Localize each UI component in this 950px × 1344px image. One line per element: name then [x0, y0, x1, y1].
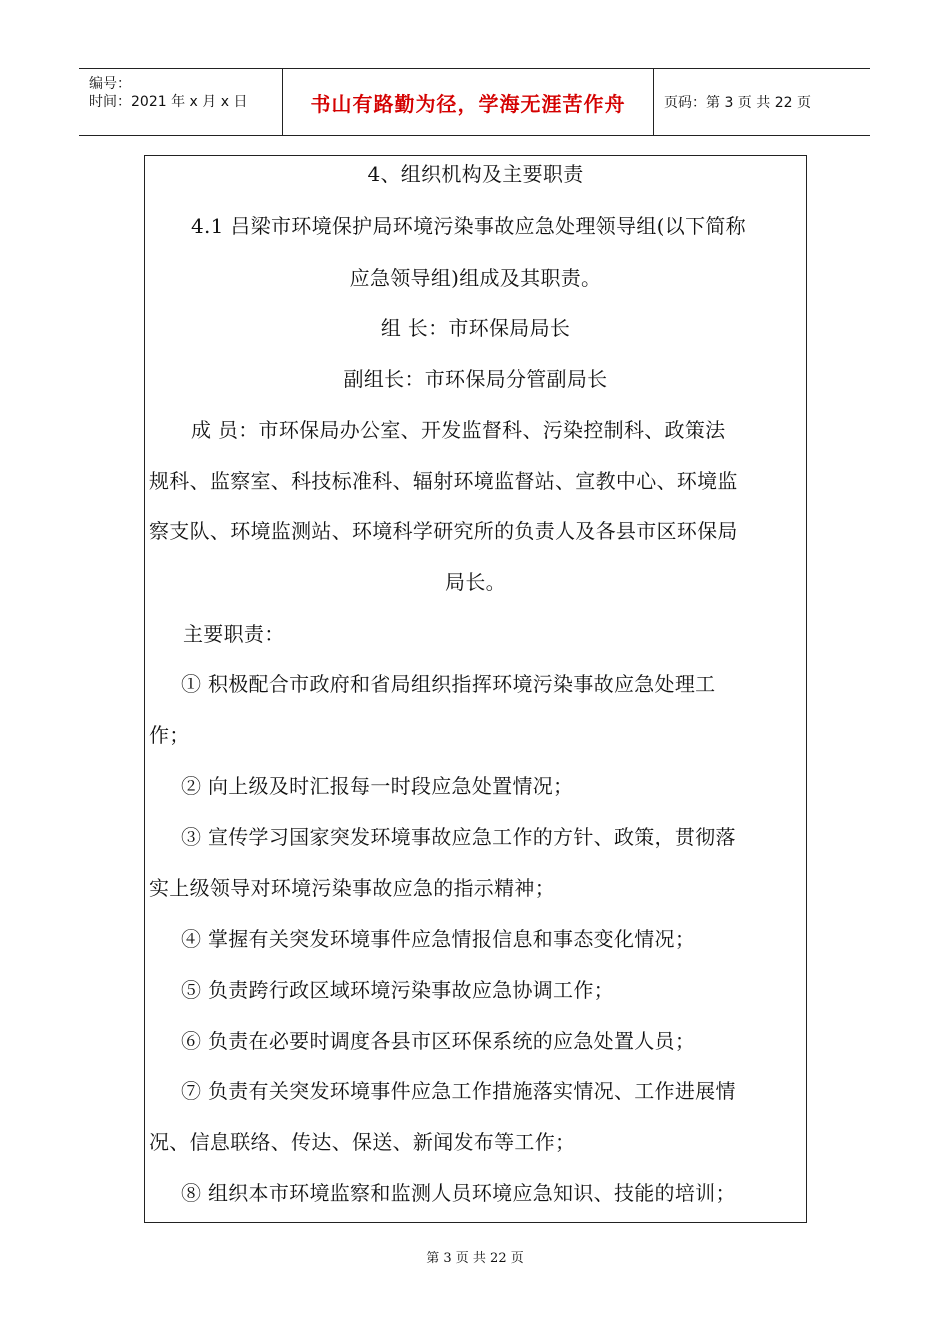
- duty-6: ⑥ 负责在必要时调度各县市区环保系统的应急处置人员；: [181, 1029, 696, 1053]
- duty-1-line1: ① 积极配合市政府和省局组织指挥环境污染事故应急处理工: [181, 672, 716, 696]
- members-line1: 成 员：市环保局办公室、开发监督科、污染控制科、政策法: [191, 418, 726, 442]
- section-heading: 4、组织机构及主要职责: [367, 162, 584, 186]
- members-line4: 局长。: [445, 570, 506, 594]
- page-footer: 第 3 页 共 22 页: [426, 1251, 524, 1266]
- paragraph-4-1-line1: 4.1 吕梁市环境保护局环境污染事故应急处理领导组(以下简称: [191, 214, 746, 238]
- header-motto-cell: [283, 69, 654, 135]
- paragraph-4-1-line2: 应急领导组)组成及其职责。: [349, 266, 602, 290]
- page-header: [79, 68, 870, 136]
- duty-2: ② 向上级及时汇报每一时段应急处置情况；: [181, 774, 574, 798]
- duty-5: ⑤ 负责跨行政区域环境污染事故应急协调工作；: [181, 978, 614, 1002]
- deputy-line: 副组长：市环保局分管副局长: [343, 367, 608, 391]
- duty-1-line2: 作；: [149, 723, 190, 747]
- motto: 书山有路勤为径，学海无涯苦作舟: [310, 91, 626, 116]
- duty-3-line2: 实上级领导对环境污染事故应急的指示精神；: [149, 876, 555, 900]
- duty-8: ⑧ 组织本市环境监察和监测人员环境应急知识、技能的培训；: [181, 1181, 736, 1205]
- duty-7-line1: ⑦ 负责有关突发环境事件应急工作措施落实情况、工作进展情: [181, 1079, 736, 1103]
- time-line: 时间：2021 年 x 月 x 日: [89, 94, 248, 110]
- number-label: 编号：: [89, 76, 131, 92]
- content-box: [144, 155, 807, 1223]
- header-meta: [79, 69, 283, 135]
- leader-line: 组 长：市环保局局长: [380, 316, 571, 340]
- duty-7-line2: 况、信息联络、传达、保送、新闻发布等工作；: [149, 1130, 576, 1154]
- header-page-info: 页码：第 3 页 共 22 页: [664, 95, 811, 111]
- duties-title: 主要职责：: [183, 622, 285, 646]
- duty-3-line1: ③ 宣传学习国家突发环境事故应急工作的方针、政策，贯彻落: [181, 825, 736, 849]
- duty-4: ④ 掌握有关突发环境事件应急情报信息和事态变化情况；: [181, 927, 696, 951]
- members-line2: 规科、监察室、科技标准科、辐射环境监督站、宣教中心、环境监: [149, 469, 738, 493]
- members-line3: 察支队、环境监测站、环境科学研究所的负责人及各县市区环保局: [149, 519, 738, 543]
